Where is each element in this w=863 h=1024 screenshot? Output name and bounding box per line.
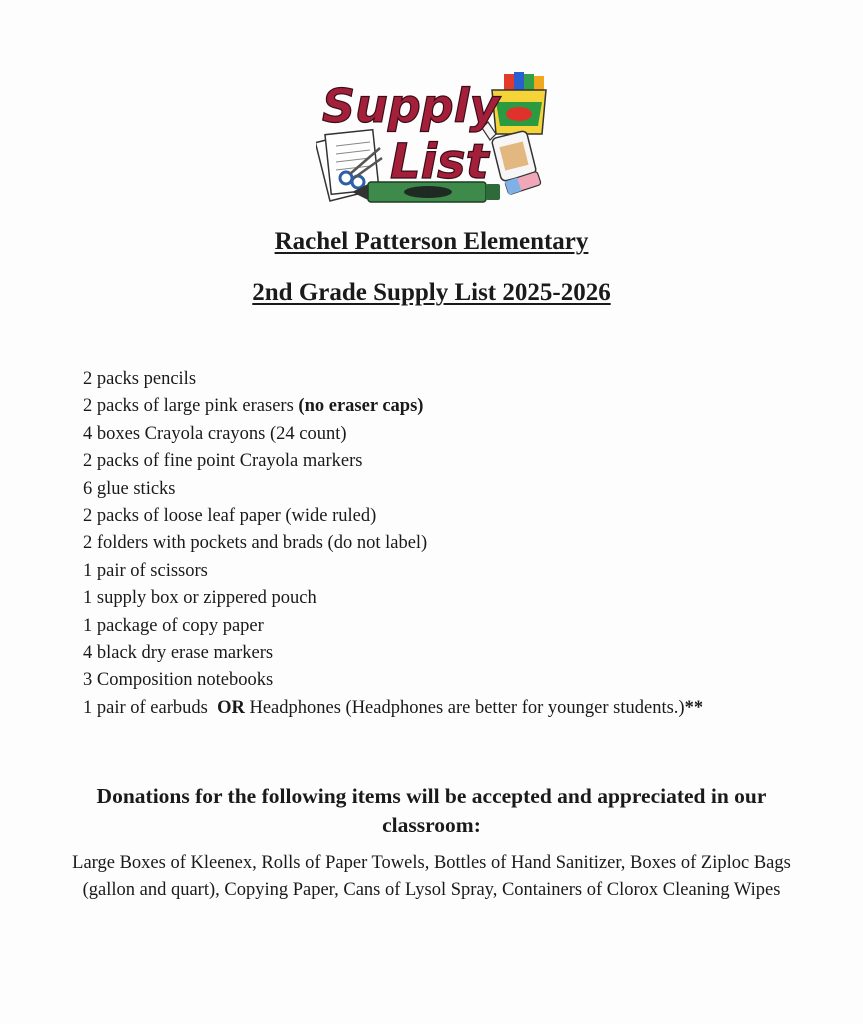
- list-item: 1 package of copy paper: [83, 615, 264, 636]
- supply-list: [83, 366, 723, 722]
- donations-text: Large Boxes of Kleenex, Rolls of Paper Towels, Bottles of Hand Sanitizer, Boxes of Ziploc Bags (gallon and quart), Copying Paper, Cans of Lysol Spray, Containers of Clorox Cleaning Wipes: [72, 853, 791, 900]
- list-item: 1 pair of scissors: [83, 560, 208, 581]
- list-item: 2 packs pencils: [83, 369, 197, 389]
- list-item-earbuds: 1 pair of earbuds OR Headphones (Headphones are better for younger students.)**: [83, 697, 704, 718]
- list-item: 2 packs of fine point Crayola markers: [83, 451, 363, 472]
- list-item: 6 glue sticks: [83, 478, 176, 499]
- page-title: 2nd Grade Supply List 2025-2026: [252, 279, 611, 306]
- logo-word-supply: Supply: [322, 79, 500, 133]
- list-item: 4 black dry erase markers: [83, 643, 274, 664]
- list-item: 3 Composition notebooks: [83, 670, 274, 691]
- list-item: 2 folders with pockets and brads (do not label): [83, 533, 428, 554]
- logo-word-list: List: [390, 134, 489, 190]
- donations-heading: Donations for the following items will be accepted and appreciated in our classroom:: [96, 784, 767, 837]
- supply-list-logo: [316, 68, 552, 206]
- list-item: 2 packs of large pink erasers (no eraser caps): [83, 396, 424, 417]
- list-item: 4 boxes Crayola crayons (24 count): [83, 423, 347, 444]
- crayon-box-icon: [492, 72, 546, 134]
- list-item: 2 packs of loose leaf paper (wide ruled): [83, 506, 377, 527]
- school-name: Rachel Patterson Elementary: [274, 228, 589, 255]
- list-item: 1 supply box or zippered pouch: [83, 588, 317, 609]
